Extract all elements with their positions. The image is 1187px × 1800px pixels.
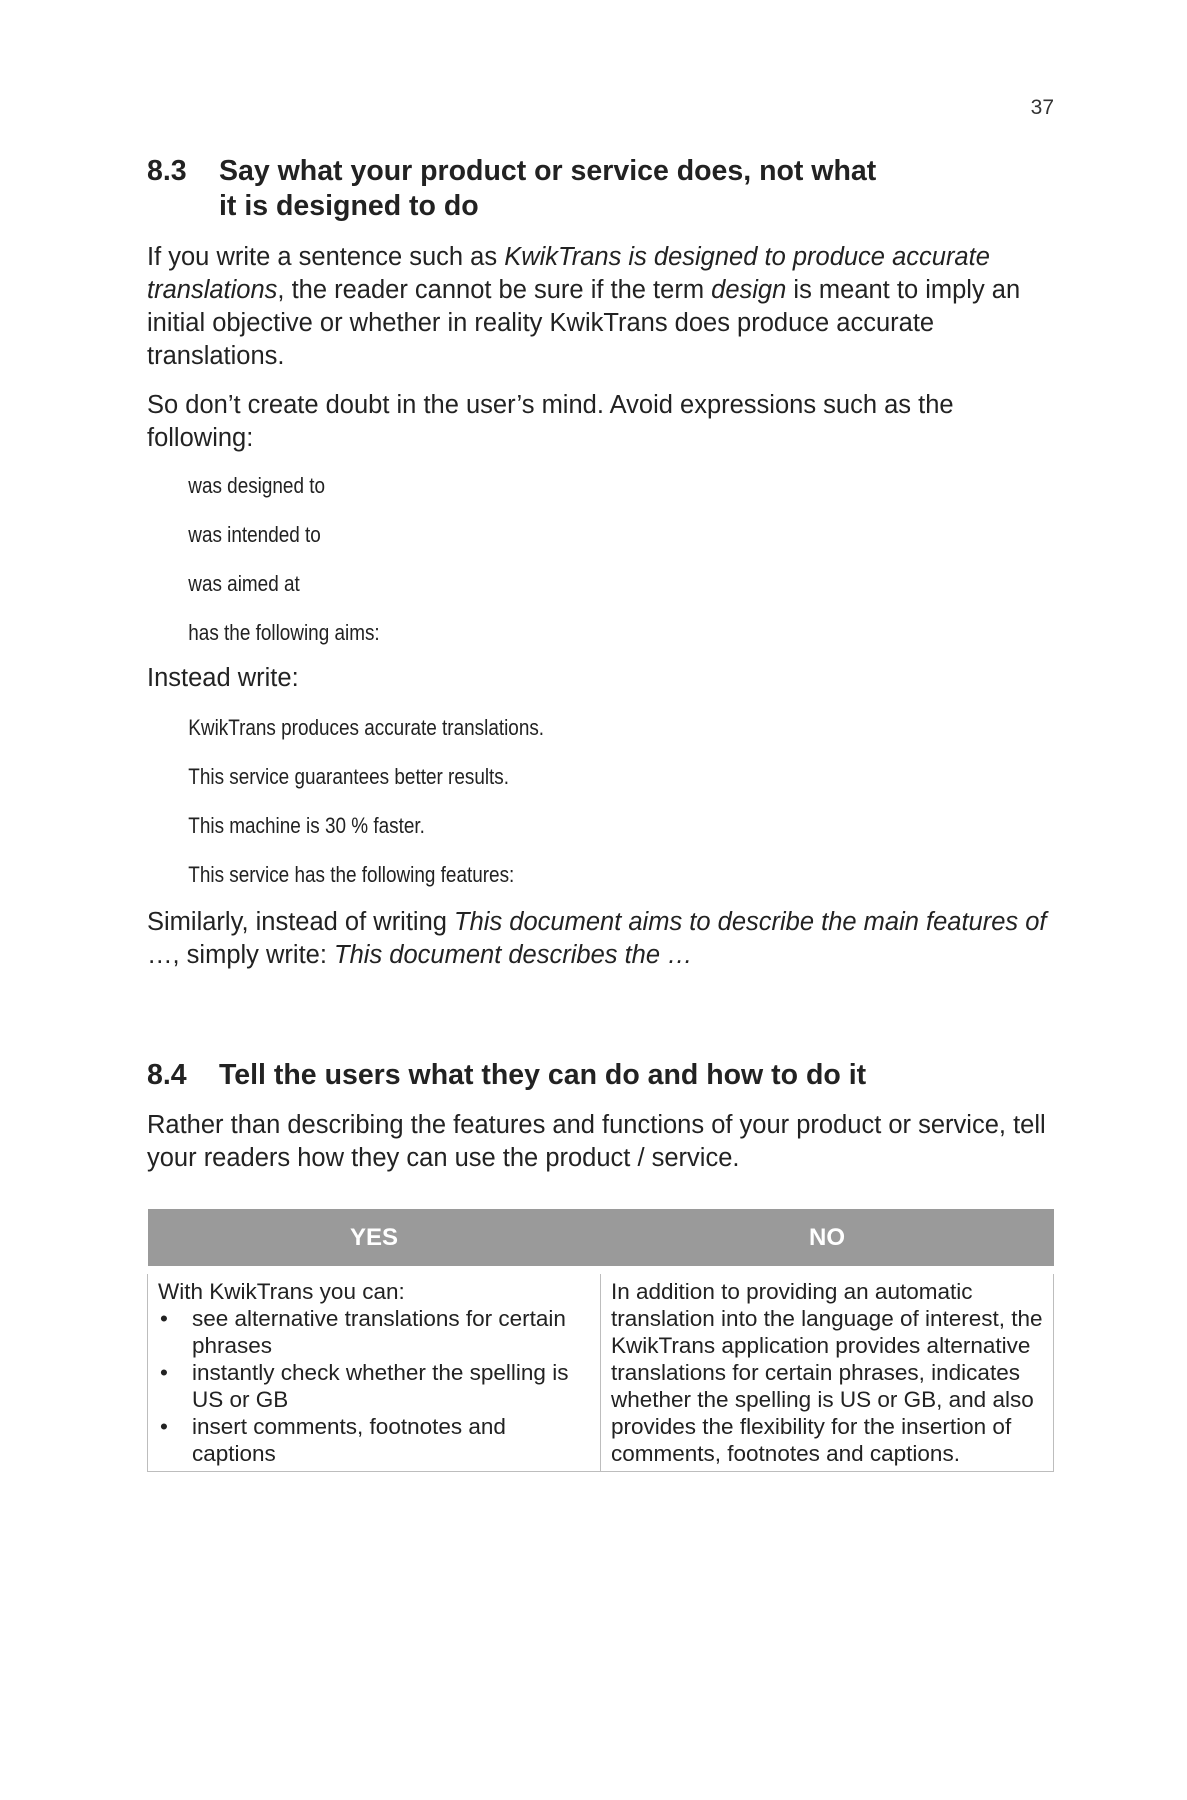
italic-example: KwikTrans is designed to produce accurate translations <box>147 243 990 304</box>
list-item: was aimed at <box>188 571 300 596</box>
section-title-line2: it is designed to do <box>219 190 479 222</box>
yes-no-comparison-table <box>147 1209 1054 1472</box>
text-run: …, simply write: <box>147 941 335 969</box>
page-content <box>147 154 1057 1472</box>
section-number: 8.4 <box>147 1059 187 1091</box>
yes-bullet-list <box>158 1305 590 1467</box>
text-run: Similarly, instead of writing <box>147 908 455 936</box>
paragraph-design <box>147 241 1057 373</box>
instead-label: Instead write: <box>147 664 299 692</box>
section-title: Tell the users what they can do and how to do it <box>219 1059 867 1091</box>
section-8-3-heading <box>147 154 1057 224</box>
paragraph-avoid: So don’t create doubt in the user’s mind. Avoid expressions such as the following: <box>147 391 954 452</box>
text-run: is meant to imply an initial objective or whether in reality KwikTrans does produce accurate translations. <box>147 276 1021 370</box>
yes-cell <box>148 1270 601 1472</box>
paragraph-similarly <box>147 906 1057 972</box>
no-column-header: NO <box>601 1209 1054 1270</box>
list-item: was intended to <box>188 522 321 547</box>
yes-intro: With KwikTrans you can: <box>158 1279 405 1304</box>
text-run: , the reader cannot be sure if the term <box>277 276 712 304</box>
list-item: KwikTrans produces accurate translations. <box>188 715 545 740</box>
avoid-expressions-list <box>147 461 1057 657</box>
section-number: 8.3 <box>147 155 187 187</box>
instead-examples-list <box>147 703 1057 899</box>
text-run: If you write a sentence such as <box>147 243 505 271</box>
bullet-item: • insert comments, footnotes and captions <box>158 1413 590 1467</box>
yes-column-header: YES <box>148 1209 601 1270</box>
page-number: 37 <box>1030 96 1054 119</box>
paragraph-rather: Rather than describing the features and functions of your product or service, tell your readers how they can use the product / service. <box>147 1111 1046 1172</box>
no-cell: In addition to providing an automatic translation into the language of interest, the KwikTrans application provides alternative translations for certain phrases, indicates whether the spelling is US or GB, and also provides the flexibility for the insertion of comments, footnotes and captions. <box>601 1270 1054 1472</box>
section-title <box>219 154 1057 224</box>
italic-example: This document aims to describe the main features of <box>454 908 1047 936</box>
list-item: This service has the following features: <box>188 862 515 887</box>
list-item: This machine is 30 % faster. <box>188 813 425 838</box>
italic-example: This document describes the … <box>334 941 693 969</box>
table-row <box>148 1270 1054 1472</box>
section-8-4-heading <box>147 1058 1057 1093</box>
bullet-item: • see alternative translations for certain phrases <box>158 1305 590 1359</box>
list-item: has the following aims: <box>188 620 380 645</box>
bullet-item: • instantly check whether the spelling is US or GB <box>158 1359 590 1413</box>
section-title-line1: Say what your product or service does, not what <box>219 155 877 187</box>
list-item: was designed to <box>188 473 326 498</box>
italic-term: design <box>711 276 787 304</box>
list-item: This service guarantees better results. <box>188 764 510 789</box>
